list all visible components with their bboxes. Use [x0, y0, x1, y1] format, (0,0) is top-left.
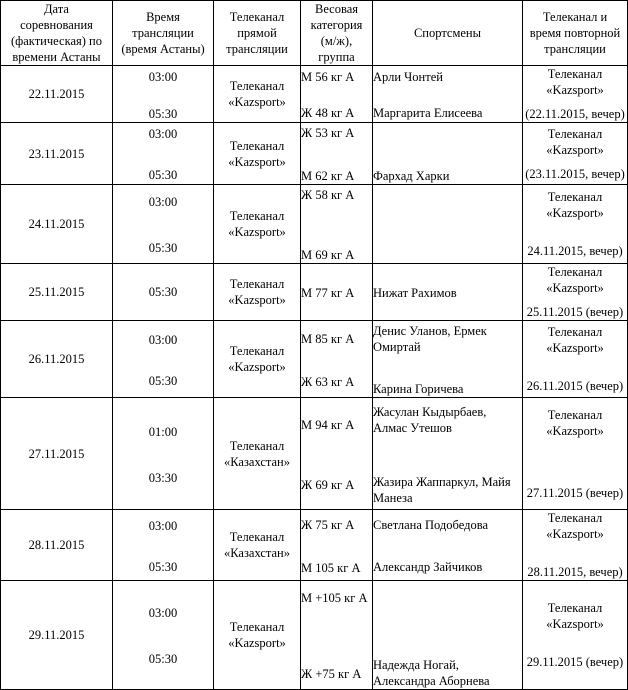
header-line: Телеканал и: [542, 10, 608, 24]
athlete-names: [373, 188, 522, 206]
cell-athletes: [373, 581, 523, 690]
header-line: трансляции: [226, 42, 288, 56]
weight-spacer: [301, 533, 372, 560]
repeat-datetime: 25.11.2015 (вечер): [526, 305, 624, 319]
weight-class: М 62 кг А: [301, 169, 355, 183]
time-spacer: [113, 210, 213, 240]
broadcast-time: 05:30: [148, 373, 178, 388]
time-spacer: [113, 534, 213, 559]
cell-repeat-broadcast: [523, 264, 628, 321]
column-header-channel: [214, 1, 301, 66]
weight-class: М 77 кг А: [301, 286, 355, 300]
weight-class: М 85 кг А: [301, 331, 355, 346]
athlete-names: Александр Зайчиков: [373, 560, 483, 574]
repeat-datetime: 24.11.2015, вечер): [527, 244, 623, 258]
athlete-names: Маргарита Елисеева: [373, 106, 483, 120]
table-row: [1, 398, 628, 510]
time-spacer: [113, 142, 213, 167]
cell-competition-date: 28.11.2015: [1, 510, 113, 581]
header-line: Спортсмены: [413, 26, 482, 40]
broadcast-time: 03:00: [148, 69, 178, 84]
broadcast-time: 05:30: [148, 106, 178, 121]
athlete-names: [373, 124, 522, 142]
time-spacer: [113, 621, 213, 651]
repeat-channel-line: «Kazsport»: [546, 423, 604, 438]
channel-name-line: Телеканал: [229, 138, 285, 153]
header-line: категория: [310, 18, 363, 32]
table-row: [1, 581, 628, 690]
header-line: группа: [318, 50, 355, 64]
cell-broadcast-time: [113, 581, 214, 690]
channel-name-line: «Казахстан»: [224, 546, 290, 560]
athlete-spacer: [373, 533, 522, 559]
repeat-channel-line: «Kazsport»: [546, 527, 604, 541]
broadcast-time: 03:00: [148, 127, 178, 141]
weight-spacer: [301, 141, 372, 168]
cell-broadcast-time: [113, 66, 214, 123]
header-line: Время: [146, 10, 180, 24]
weight-class: М 69 кг А: [301, 248, 355, 262]
header-line: (время Астаны): [121, 42, 205, 56]
time-spacer: [113, 440, 213, 470]
broadcast-time: 05:30: [148, 652, 178, 666]
broadcast-time: 03:00: [148, 606, 178, 620]
repeat-spacer: [523, 158, 627, 166]
channel-name-line: Телеканал: [229, 79, 285, 93]
cell-live-channel: [214, 581, 301, 690]
channel-name-line: Телеканал: [229, 344, 285, 358]
channel-name-line: Телеканал: [229, 620, 285, 634]
repeat-spacer: [523, 542, 627, 564]
cell-broadcast-time: [113, 510, 214, 581]
cell-weight-class: [301, 264, 373, 321]
repeat-channel-line: Телеканал: [547, 511, 603, 525]
weight-class: Ж 53 кг А: [301, 126, 355, 140]
repeat-channel-line: Телеканал: [547, 126, 603, 141]
channel-name-line: Телеканал: [229, 209, 285, 223]
channel-name-line: «Kazsport»: [228, 636, 286, 650]
cell-repeat-broadcast: [523, 398, 628, 510]
broadcast-time: 05:30: [148, 168, 178, 182]
repeat-channel-line: Телеканал: [547, 325, 603, 339]
cell-repeat-broadcast: [523, 123, 628, 185]
cell-athletes: [373, 123, 523, 185]
cell-live-channel: [214, 510, 301, 581]
cell-weight-class: [301, 398, 373, 510]
weight-spacer: [301, 433, 372, 477]
cell-athletes: [373, 510, 523, 581]
cell-weight-class: [301, 123, 373, 185]
table-row: [1, 185, 628, 264]
header-line: (фактическая) по: [11, 34, 102, 48]
cell-broadcast-time: [113, 123, 214, 185]
cell-weight-class: [301, 510, 373, 581]
cell-competition-date: 27.11.2015: [1, 398, 113, 510]
channel-name-line: «Kazsport»: [228, 225, 286, 239]
weight-class: Ж 69 кг А: [301, 477, 355, 492]
weight-spacer: [301, 203, 372, 247]
broadcast-time: 05:30: [148, 559, 178, 574]
athlete-names: Фархад Харки: [373, 168, 450, 183]
cell-athletes: [373, 185, 523, 264]
repeat-channel-line: Телеканал: [547, 601, 603, 615]
athlete-names: Светлана Подобедова: [373, 518, 489, 532]
repeat-channel-line: Телеканал: [547, 265, 603, 279]
broadcast-time: 05:30: [148, 285, 178, 299]
athlete-names: Жазира Жаппаркул, Майя Манеза: [373, 474, 511, 505]
header-line: время повторной: [529, 26, 621, 40]
repeat-channel-line: «Kazsport»: [546, 341, 604, 355]
cell-competition-date: 24.11.2015: [1, 185, 113, 264]
weight-class: М 94 кг А: [301, 417, 355, 432]
athlete-names: Жасулан Кыдырбаев, Алмас Утешов: [373, 404, 487, 435]
header-line: (м/ж),: [320, 34, 353, 48]
cell-competition-date: 25.11.2015: [1, 264, 113, 321]
header-line: времени Астаны: [12, 50, 101, 64]
channel-name-line: Телеканал: [229, 438, 285, 453]
repeat-datetime: (22.11.2015, вечер): [525, 107, 625, 121]
repeat-datetime: (23.11.2015, вечер): [525, 166, 625, 181]
cell-live-channel: [214, 185, 301, 264]
cell-weight-class: [301, 321, 373, 398]
column-header-athletes: [373, 1, 523, 66]
repeat-spacer: [523, 221, 627, 243]
column-header-time: [113, 1, 214, 66]
channel-name-line: Телеканал: [229, 277, 285, 291]
repeat-channel-line: «Kazsport»: [546, 142, 604, 157]
header-line: прямой: [237, 26, 277, 40]
cell-broadcast-time: [113, 321, 214, 398]
header-line: трансляции: [132, 26, 194, 40]
weight-class: М 105 кг А: [301, 560, 361, 575]
weight-class: Ж 48 кг А: [301, 106, 355, 120]
repeat-datetime: 29.11.2015 (вечер): [526, 655, 624, 669]
repeat-channel-line: Телеканал: [547, 67, 603, 81]
weight-spacer: [301, 347, 372, 374]
cell-weight-class: [301, 185, 373, 264]
athlete-spacer: [373, 599, 522, 657]
cell-broadcast-time: [113, 398, 214, 510]
time-spacer: [113, 348, 213, 373]
athlete-spacer: [373, 355, 522, 381]
cell-competition-date: 29.11.2015: [1, 581, 113, 690]
weight-class: Ж +75 кг А: [301, 667, 362, 681]
header-line: Дата: [44, 2, 69, 16]
repeat-spacer: [523, 98, 627, 106]
cell-repeat-broadcast: [523, 66, 628, 123]
cell-live-channel: [214, 123, 301, 185]
cell-repeat-broadcast: [523, 510, 628, 581]
cell-athletes: [373, 264, 523, 321]
broadcast-time: 03:00: [148, 195, 178, 209]
cell-repeat-broadcast: [523, 581, 628, 690]
table-body: [1, 66, 628, 690]
channel-name-line: «Казахстан»: [224, 454, 290, 469]
repeat-channel-line: Телеканал: [547, 190, 603, 204]
broadcast-time: 01:00: [148, 424, 178, 439]
table-header: [1, 1, 628, 66]
repeat-channel-line: «Kazsport»: [546, 617, 604, 631]
header-line: трансляции: [544, 42, 606, 56]
athlete-spacer: [373, 436, 522, 474]
header-line: Весовая: [314, 2, 359, 16]
table-row: [1, 66, 628, 123]
cell-weight-class: [301, 581, 373, 690]
cell-live-channel: [214, 66, 301, 123]
cell-broadcast-time: [113, 264, 214, 321]
weight-class: Ж 63 кг А: [301, 374, 355, 389]
broadcast-time: 03:00: [148, 332, 178, 347]
table-row: [1, 321, 628, 398]
athlete-spacer: [373, 85, 522, 105]
cell-competition-date: 22.11.2015: [1, 66, 113, 123]
repeat-spacer: [523, 356, 627, 378]
repeat-channel-line: «Kazsport»: [546, 83, 604, 97]
header-row: [1, 1, 628, 66]
athlete-names: [373, 244, 522, 260]
table-row: [1, 510, 628, 581]
cell-live-channel: [214, 398, 301, 510]
column-header-repeat-broadcast: [523, 1, 628, 66]
cell-athletes: [373, 398, 523, 510]
repeat-datetime: 26.11.2015 (вечер): [526, 379, 624, 393]
repeat-channel-line: Телеканал: [547, 407, 603, 422]
athlete-names: Нижат Рахимов: [373, 286, 457, 300]
cell-live-channel: [214, 264, 301, 321]
athlete-names: [373, 581, 522, 599]
column-header-weight-class: [301, 1, 373, 66]
cell-athletes: [373, 66, 523, 123]
cell-live-channel: [214, 321, 301, 398]
cell-athletes: [373, 321, 523, 398]
athlete-spacer: [373, 142, 522, 168]
athlete-names: Арли Чонтей: [373, 70, 443, 84]
weight-class: М +105 кг А: [301, 591, 368, 605]
broadcast-time: 03:00: [148, 518, 178, 533]
weight-class: М 56 кг А: [301, 70, 355, 84]
channel-name-line: Телеканал: [229, 530, 285, 544]
cell-repeat-broadcast: [523, 321, 628, 398]
cell-repeat-broadcast: [523, 185, 628, 264]
table-row: [1, 264, 628, 321]
repeat-spacer: [523, 632, 627, 654]
athlete-names: Денис Уланов, Ермек Омиртай: [373, 324, 487, 354]
broadcast-time: 05:30: [148, 241, 178, 255]
repeat-channel-line: «Kazsport»: [546, 281, 604, 295]
athlete-names: Надежда Ногай, Александра Аборнева: [373, 658, 490, 688]
header-line: Телеканал: [229, 10, 285, 24]
broadcast-time: 03:30: [148, 470, 178, 485]
athlete-names: Карина Горичева: [373, 382, 464, 396]
table-row: [1, 123, 628, 185]
column-header-date: [1, 1, 113, 66]
cell-broadcast-time: [113, 185, 214, 264]
time-spacer: [113, 85, 213, 106]
weight-spacer: [301, 606, 372, 666]
weight-class: Ж 58 кг А: [301, 188, 355, 202]
repeat-spacer: [523, 296, 627, 304]
cell-weight-class: [301, 66, 373, 123]
repeat-datetime: 27.11.2015 (вечер): [526, 485, 624, 500]
channel-name-line: «Kazsport»: [228, 95, 286, 109]
cell-competition-date: 26.11.2015: [1, 321, 113, 398]
weight-class: Ж 75 кг А: [301, 517, 355, 532]
header-line: соревнования: [20, 18, 93, 32]
channel-name-line: «Kazsport»: [228, 293, 286, 307]
cell-competition-date: 23.11.2015: [1, 123, 113, 185]
repeat-datetime: 28.11.2015, вечер): [527, 565, 623, 579]
repeat-channel-line: «Kazsport»: [546, 206, 604, 220]
channel-name-line: «Kazsport»: [228, 154, 286, 169]
weight-spacer: [301, 85, 372, 105]
athlete-spacer: [373, 206, 522, 244]
channel-name-line: «Kazsport»: [228, 360, 286, 374]
repeat-spacer: [523, 439, 627, 485]
